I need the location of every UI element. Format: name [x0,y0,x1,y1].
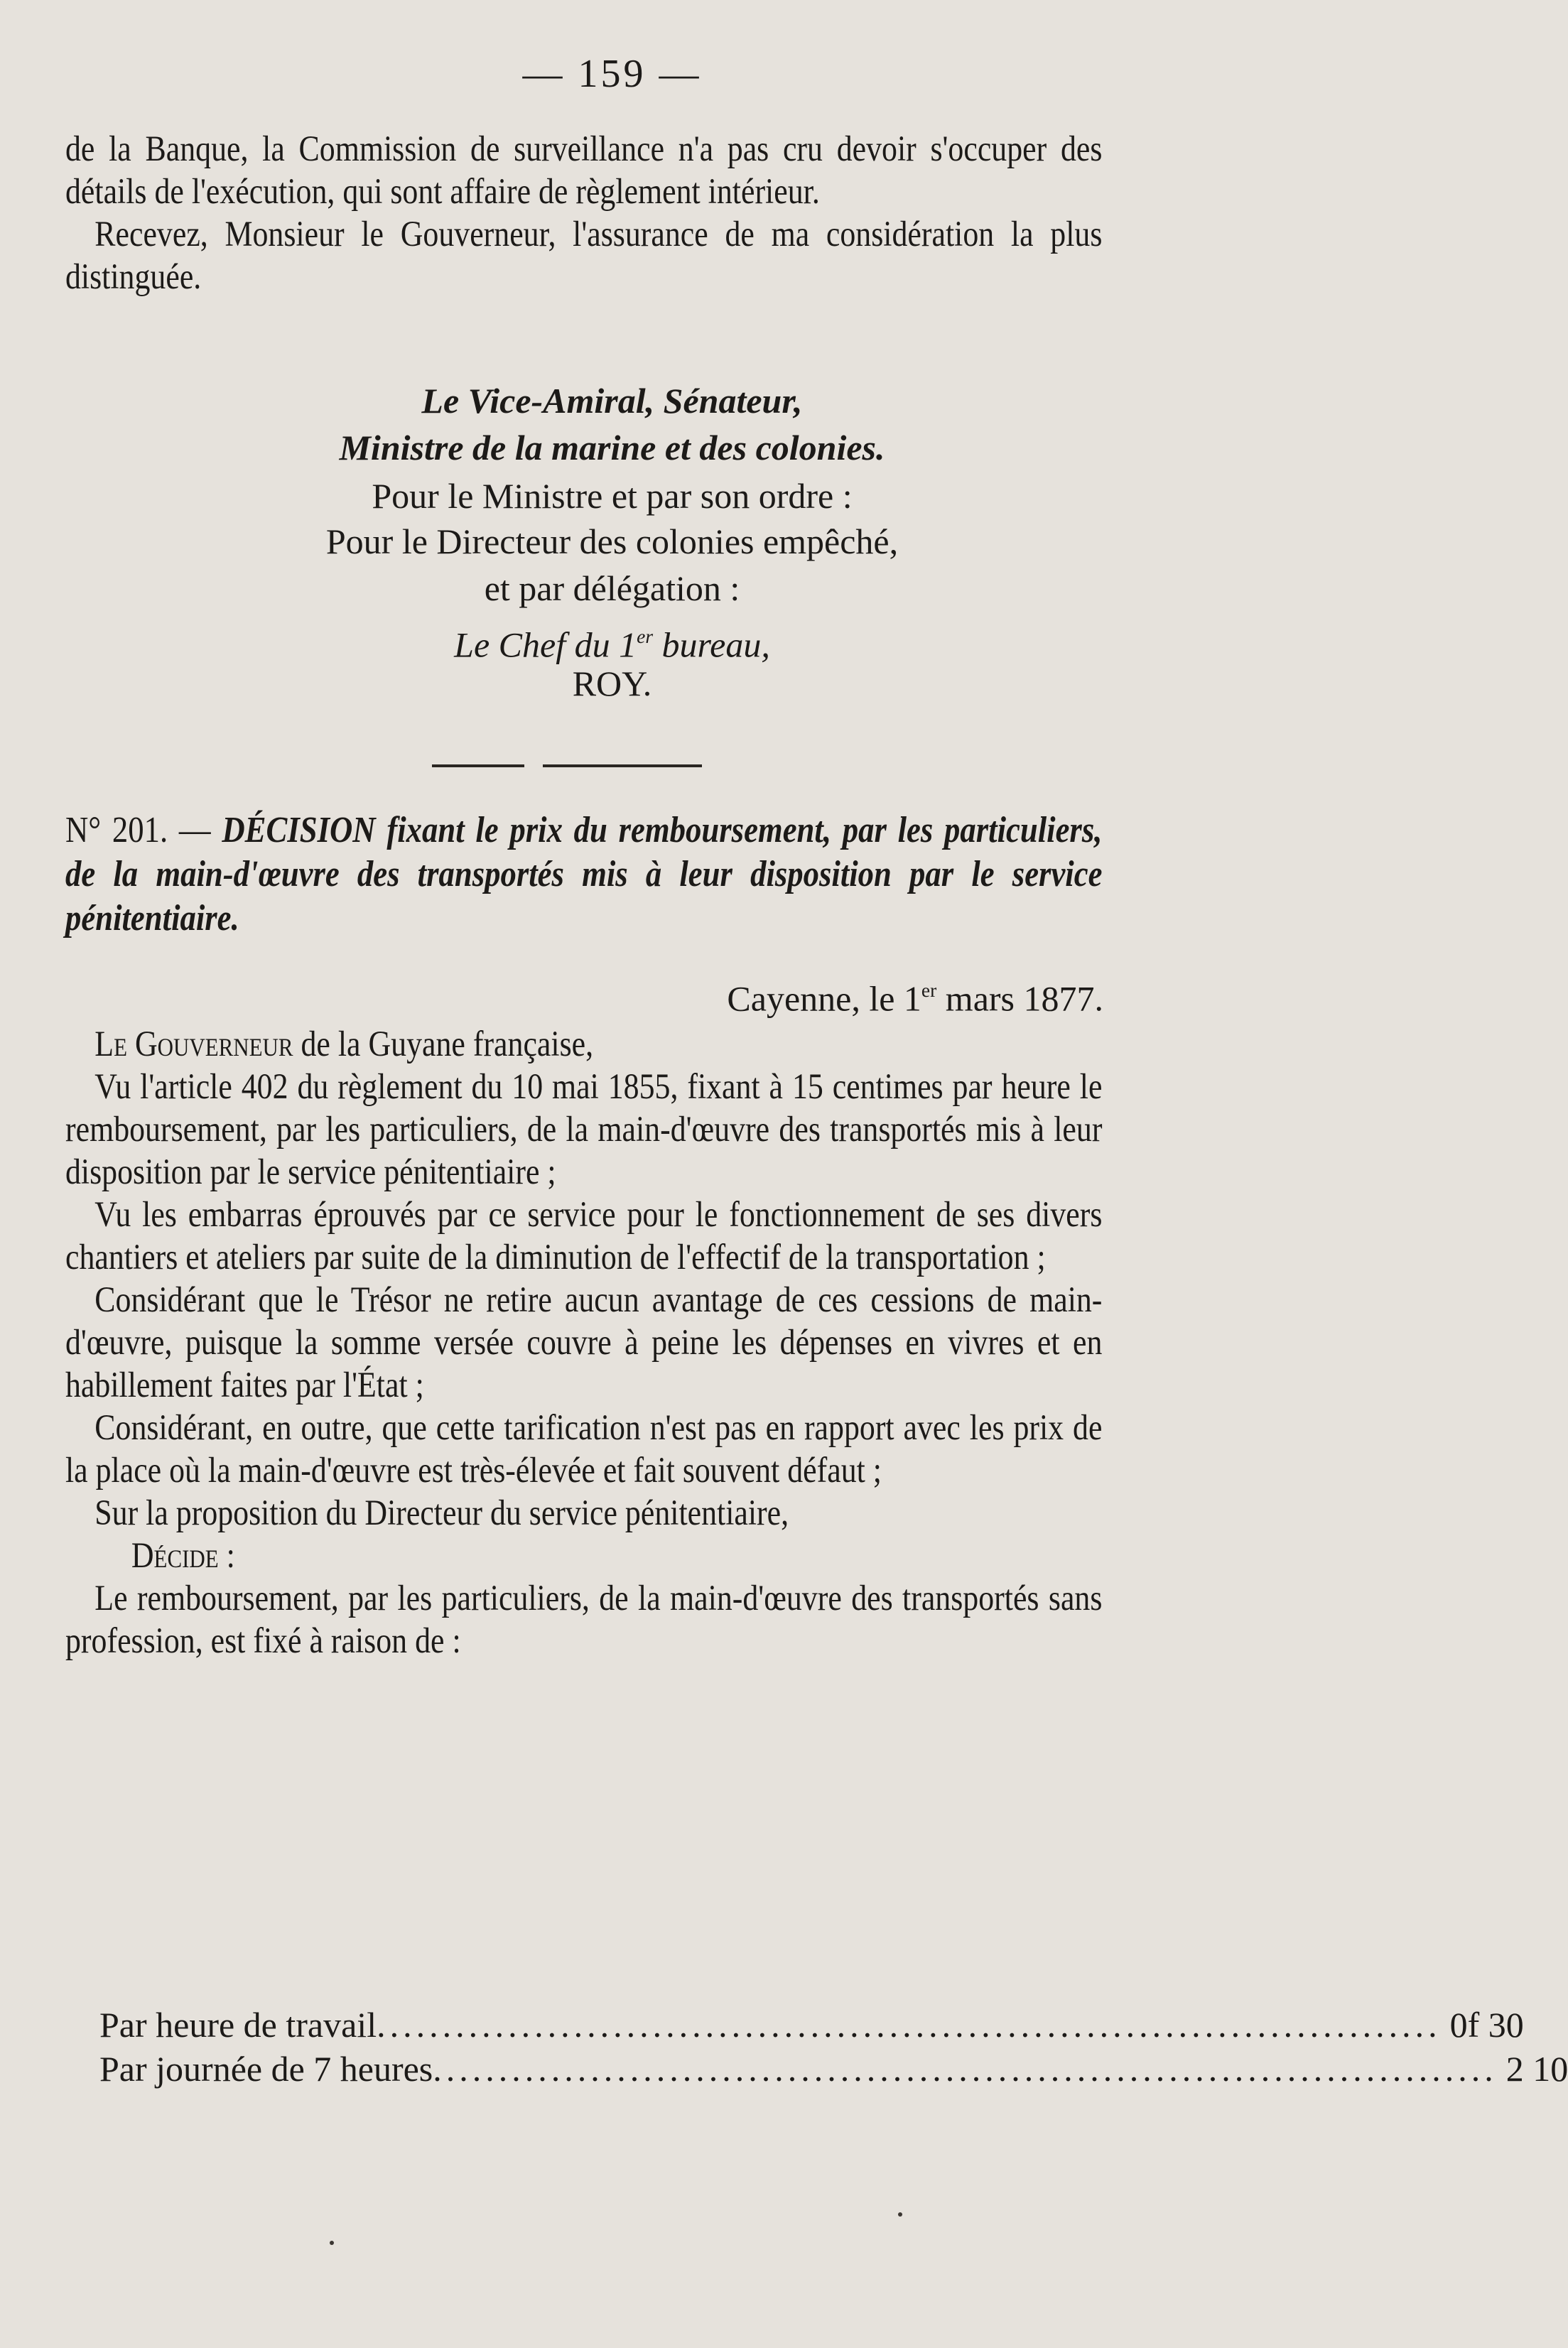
considerant-paragraph: Vu l'article 402 du règlement du 10 mai 1855, fixant à 15 centimes par heure le remboursement, par les particuliers, de la main-d'œuvre des transportés mis à leur disposition par le service pénitentiaire ; [65,1067,1103,1192]
considerant-paragraph: Considérant, en outre, que cette tarification n'est pas en rapport avec les prix de la place où la main-d'œuvre est très-élevée et fait souvent défaut ; [65,1408,1103,1491]
disposition-paragraph: Le remboursement, par les particuliers, de la main-d'œuvre des transportés sans profession, est fixé à raison de : [65,1579,1103,1661]
ink-speck [330,2241,334,2245]
dot-leader: ................................................................................. [377,2005,1442,2045]
rate-row-day [99,2047,1568,2090]
decide-heading: Décide : [131,1536,235,1576]
considerant-paragraph: Sur la proposition du Directeur du service pénitentiaire, [94,1493,789,1533]
rate-value: 0f 30 [1449,2005,1524,2045]
signature-order: Pour le Ministre et par son ordre : [372,476,853,516]
separator-rule-right [543,764,702,767]
ink-speck [898,2212,902,2217]
rate-label: Par journée de 7 heures [99,2049,433,2089]
rate-label: Par heure de travail [99,2005,377,2045]
considerant-paragraph: Considérant que le Trésor ne retire aucun avantage de ces cessions de main-d'œuvre, puisque la somme versée couvre à peine les dépenses en vivres et en habillement faites par l'État ; [65,1280,1103,1405]
decision-number: N° 201. — [65,810,211,850]
signature-title: Le Vice-Amiral, Sénateur, [421,381,803,421]
signature-delegate: Pour le Directeur des colonies empêché, [325,521,899,561]
signature-delegation: et par délégation : [484,568,740,608]
dot-leader: ................................................................................. [433,2049,1498,2089]
continuation-block [65,128,1103,298]
considerant-paragraph: Vu les embarras éprouvés par ce service pour le fonctionnement de ses divers chantiers et ateliers par suite de la diminution de l'effectif de la transportation ; [65,1195,1103,1277]
signature-name: ROY. [572,664,652,703]
decision-date: Cayenne, le 1er mars 1877. [727,978,1103,1019]
signature-office: Ministre de la marine et des colonies. [339,428,885,467]
continuation-paragraph: de la Banque, la Commission de surveillance n'a pas cru devoir s'occuper des détails de l'exécution, qui sont affaire de règlement intérieur. [65,129,1103,212]
decision-body [65,1023,1103,1662]
closing-formula: Recevez, Monsieur le Gouverneur, l'assurance de ma considération la plus distinguée. [65,215,1103,297]
decision-title: fixant le prix du remboursement, par les particuliers, de la main-d'œuvre des transportés mis à leur disposition par le service pénitentiaire. [65,810,1103,938]
signature-chief: Le Chef du 1er bureau, [454,624,770,665]
rate-row-hour [99,2003,1524,2046]
rate-value: 2 10 [1505,2049,1568,2089]
separator-rule-left [432,764,524,767]
governor-line: Le Gouverneur de la Guyane française, [94,1024,594,1064]
page-number: — 159 — [522,52,702,96]
decision-keyword: DÉCISION [222,810,376,850]
decision-heading [65,808,1103,941]
